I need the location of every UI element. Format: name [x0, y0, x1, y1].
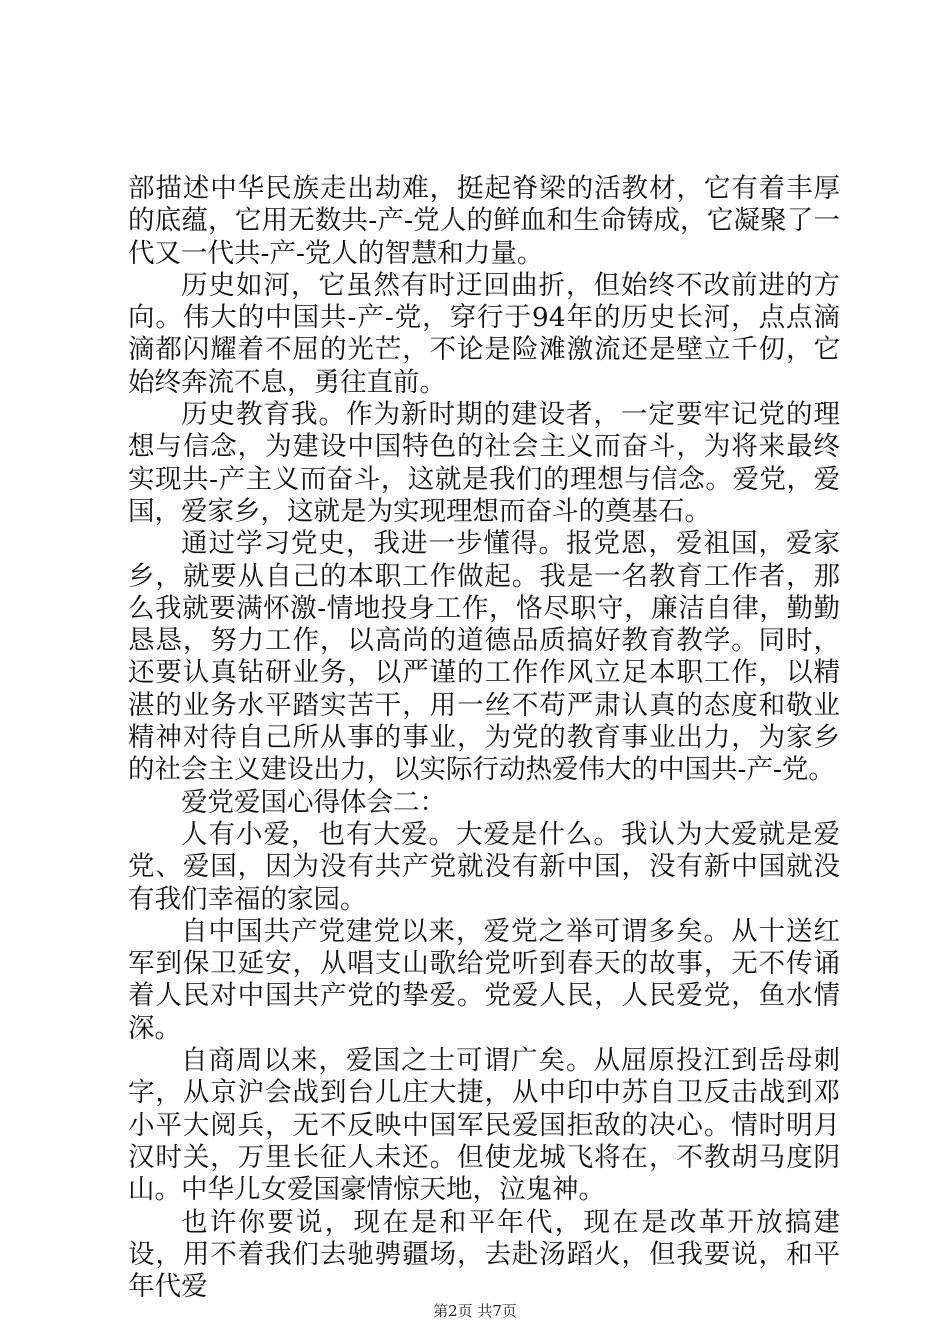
- paragraph-great-love: 人有小爱，也有大爱。大爱是什么。我认为大爱就是爱党、爱国，因为没有共产党就没有新中国，没有新中国就没有我们幸福的家园。: [128, 818, 840, 915]
- paragraph-love-country: 自商周以来，爱国之士可谓广矣。从屈原投江到岳母刺字，从京沪会战到台儿庄大捷，从中印中苏自卫反击战到邓小平大阅兵，无不反映中国军民爱国拒敌的决心。情时明月汉时关，万里长征人未还。但使龙城飞将在，不教胡马度阴山。中华儿女爱国豪情惊天地，泣鬼神。: [128, 1045, 840, 1206]
- section-heading-part-two: 爱党爱国心得体会二：: [181, 786, 446, 818]
- paragraph-history-river: 历史如河，它虽然有时迂回曲折，但始终不改前进的方向。伟大的中国共-产-党，穿行于94年的历史长河，点点滴滴都闪耀着不屈的光芒，不论是险滩激流还是壁立千仞，它始终奔流不息，勇往直前。: [128, 269, 840, 398]
- paragraph-learning-party-history: 通过学习党史，我进一步懂得。报党恩，爱祖国，爱家乡，就要从自己的本职工作做起。我是一名教育工作者，那么我就要满怀激-情地投身工作，恪尽职守，廉洁自律，勤勤恳恳，努力工作，以高尚的道德品质搞好教育教学。同时，还要认真钻研业务，以严谨的工作作风立足本职工作，以精湛的业务水平踏实苦干，用一丝不苟严肃认真的态度和敬业精神对待自己所从事的事业，为党的教育事业出力，为家乡的社会主义建设出力，以实际行动热爱伟大的中国共-产-党。: [128, 528, 840, 786]
- paragraph-peaceful-era: 也许你要说，现在是和平年代，现在是改革开放搞建设，用不着我们去驰骋疆场，去赴汤蹈火，但我要说，和平年代爱: [128, 1206, 840, 1303]
- paragraph-history-educates: 历史教育我。作为新时期的建设者，一定要牢记党的理想与信念，为建设中国特色的社会主义而奋斗，为将来最终实现共-产主义而奋斗，这就是我们的理想与信念。爱党，爱国，爱家乡，这就是为实现理想而奋斗的奠基石。: [128, 399, 840, 527]
- paragraph-love-party: 自中国共产党建党以来，爱党之举可谓多矣。从十送红军到保卫延安，从唱支山歌给党听到春天的故事，无不传诵着人民对中国共产党的挚爱。党爱人民，人民爱党，鱼水情深。: [128, 915, 840, 1044]
- document-body: [128, 173, 840, 1303]
- page-number-footer: 第2页 共7页: [433, 1302, 517, 1320]
- paragraph-continuation: 部描述中华民族走出劫难，挺起脊梁的活教材，它有着丰厚的底蕴，它用无数共-产-党人的鲜血和生命铸成，它凝聚了一代又一代共-产-党人的智慧和力量。: [128, 173, 840, 269]
